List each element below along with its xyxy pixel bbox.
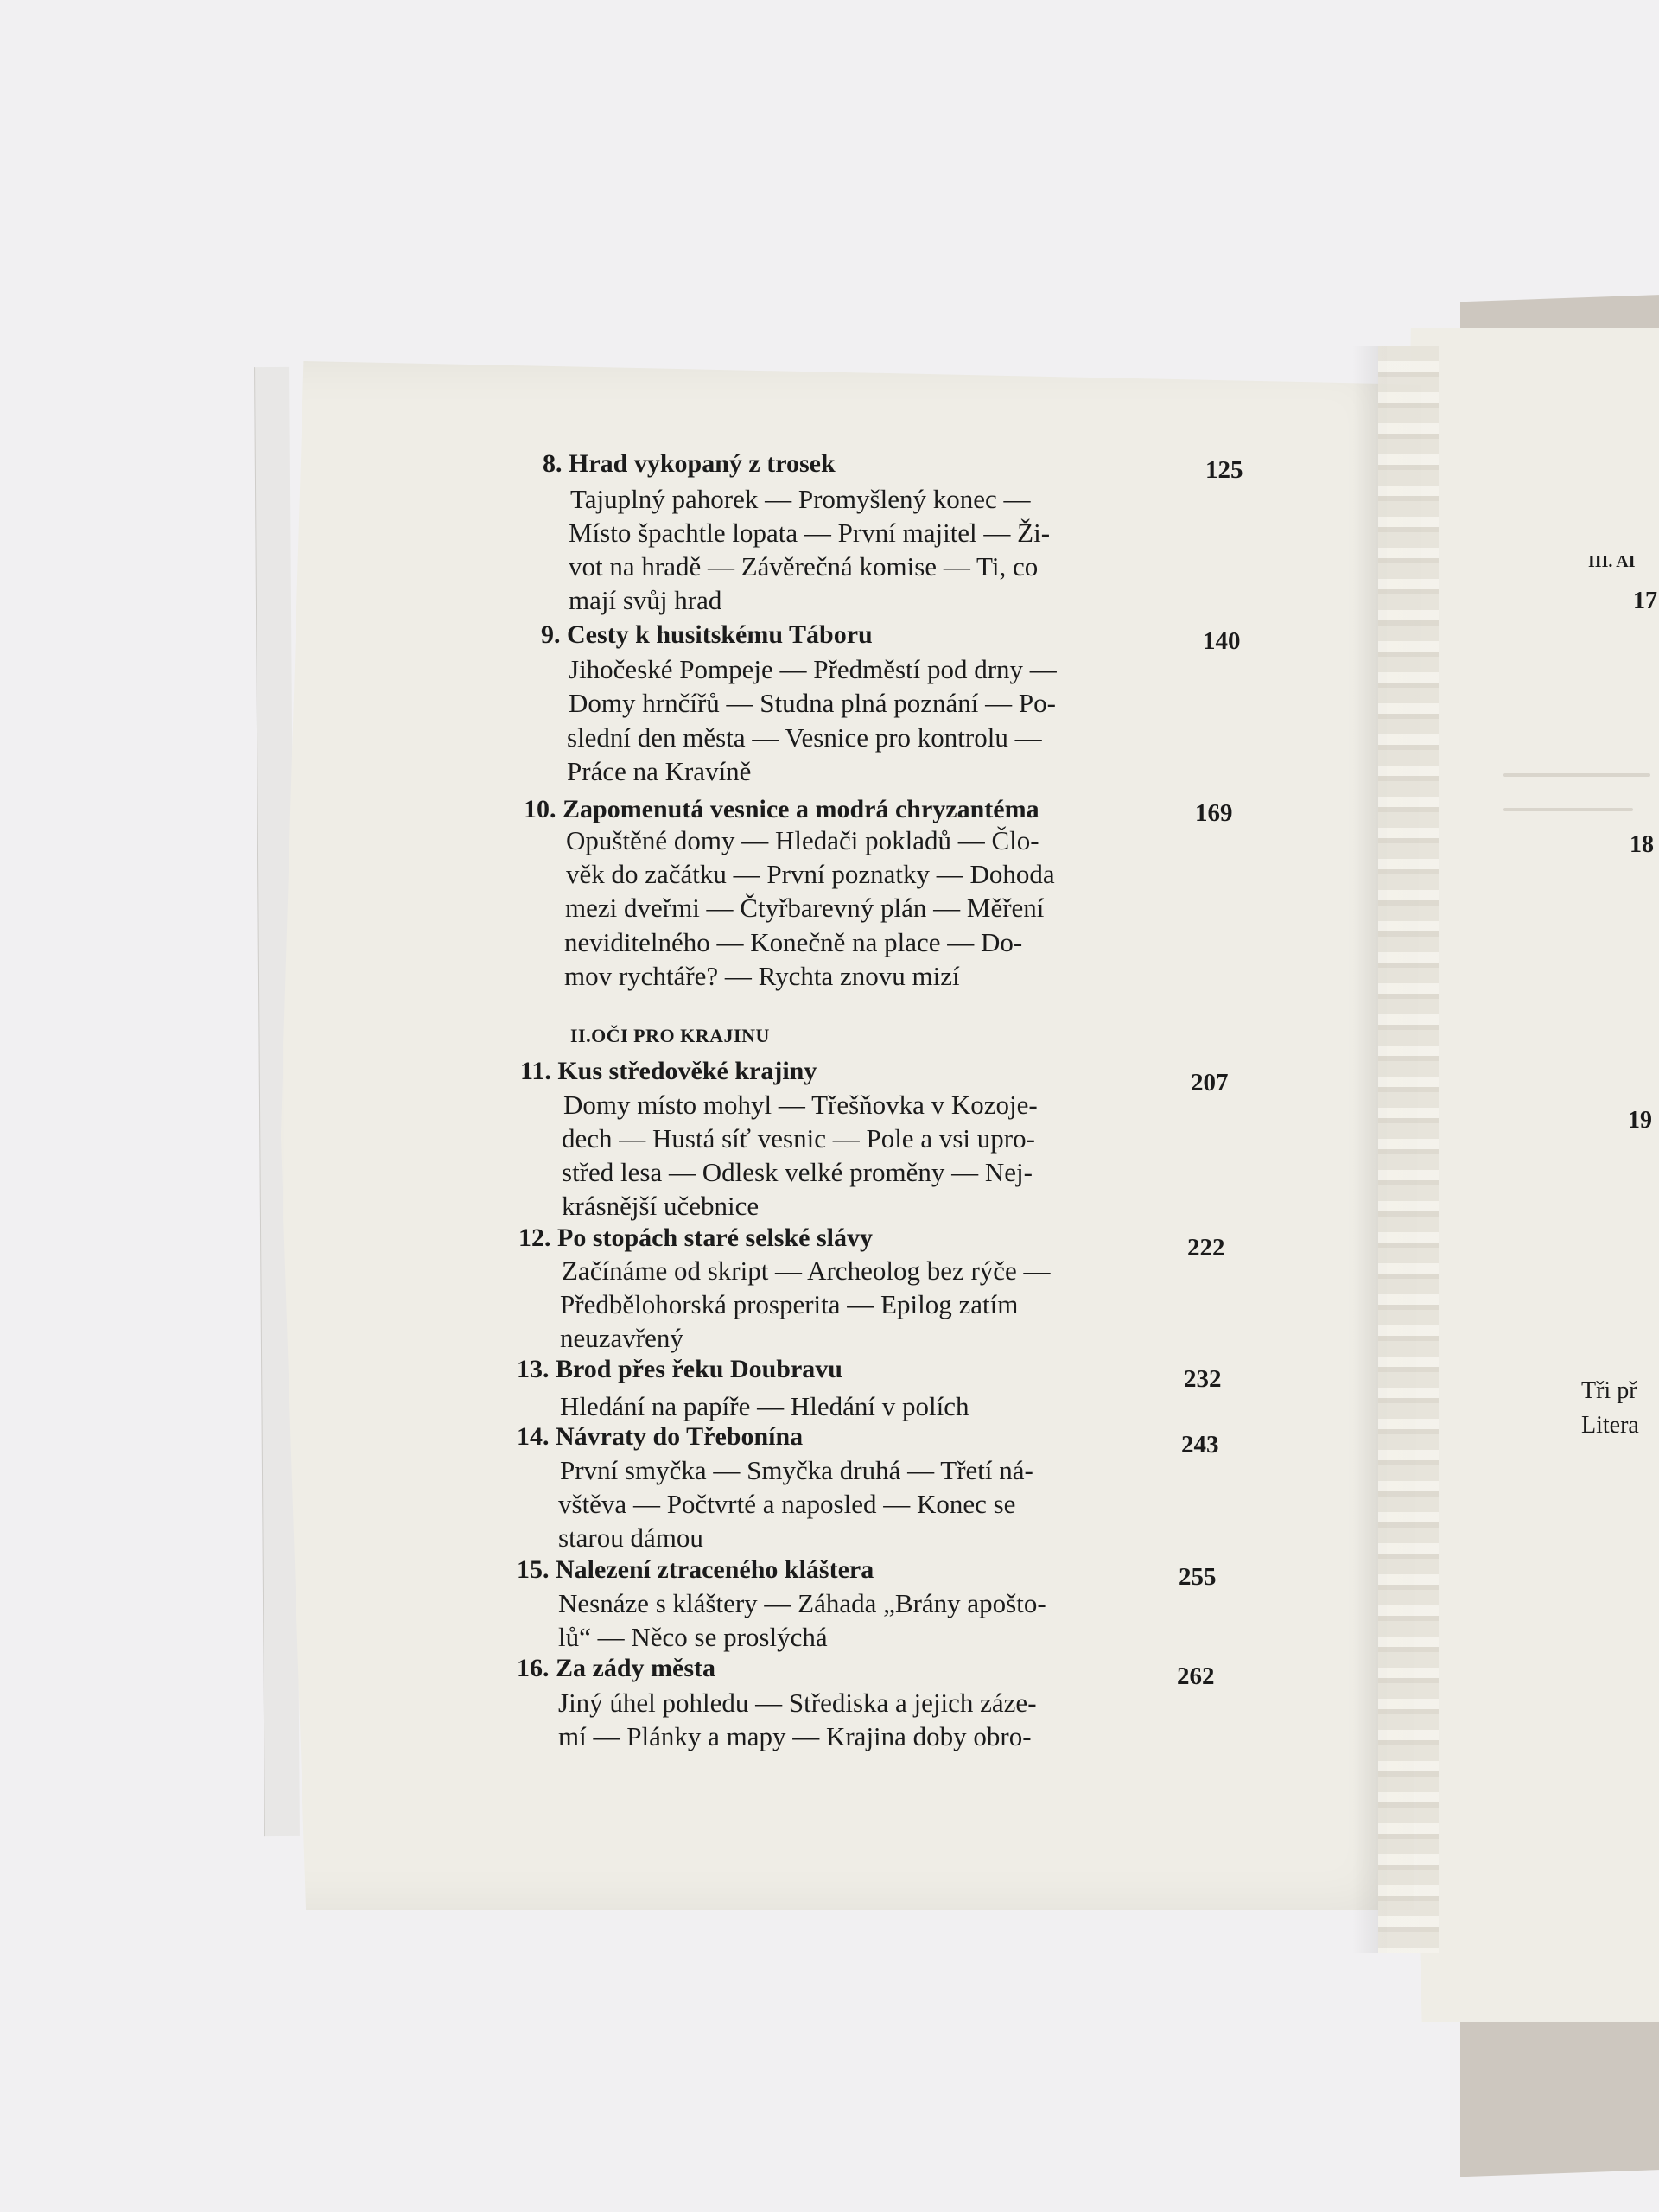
- toc-subline: Předbělohorská prosperita — Epilog zatím: [560, 1289, 1019, 1319]
- toc-subline: Opuštěné domy — Hledači pokladů — Člo-: [566, 825, 1039, 855]
- right-section-fragment: III. AI: [1588, 552, 1636, 571]
- toc-subline: Místo špachtle lopata — První majitel — Ži-: [569, 518, 1051, 548]
- toc-subline: neuzavřený: [560, 1323, 683, 1353]
- toc-entry-title: 12. Po stopách staré selské slávy: [518, 1224, 873, 1252]
- toc-entry-title: 14. Návraty do Třebonína: [517, 1422, 804, 1451]
- toc-subline: Začínáme od skript — Archeolog bez rýče —: [562, 1255, 1051, 1286]
- toc-subline: Hledání na papíře — Hledání v polích: [560, 1391, 969, 1421]
- right-entry-number: 17: [1633, 588, 1657, 614]
- toc-entry-page: 169: [1195, 799, 1233, 827]
- toc-subline: dech — Hustá síť vesnic — Pole a vsi upro-: [562, 1123, 1035, 1154]
- toc-subline: mají svůj hrad: [569, 585, 722, 615]
- show-through-line: [1503, 773, 1650, 777]
- toc-entry-title: 10. Zapomenutá vesnice a modrá chryzantéma: [524, 795, 1039, 823]
- toc-entry-title: 16. Za zády města: [517, 1654, 715, 1682]
- toc-subline: starou dámou: [558, 1522, 703, 1553]
- toc-subline: Domy místo mohyl — Třešňovka v Kozoje-: [563, 1090, 1038, 1120]
- right-entry-number: 19: [1628, 1107, 1652, 1134]
- toc-entry-page: 140: [1203, 627, 1241, 655]
- toc-subline: Domy hrnčířů — Studna plná poznání — Po-: [569, 688, 1056, 718]
- right-text-line: Litera: [1581, 1412, 1639, 1439]
- toc-subline: Jiný úhel pohledu — Střediska a jejich záze-: [558, 1688, 1037, 1718]
- toc-entry-page: 255: [1179, 1563, 1217, 1591]
- toc-entry-page: 232: [1184, 1365, 1222, 1393]
- toc-subline: lů“ — Něco se proslýchá: [558, 1622, 828, 1652]
- toc-entry-page: 222: [1187, 1234, 1225, 1262]
- toc-subline: Práce na Kravíně: [567, 756, 752, 786]
- right-entry-number: 18: [1630, 831, 1654, 858]
- toc-subline: Nesnáze s kláštery — Záhada „Brány apošto-: [558, 1588, 1046, 1618]
- toc-subline: vštěva — Počtvrté a naposled — Konec se: [558, 1489, 1016, 1519]
- toc-entry-page: 125: [1205, 456, 1243, 484]
- toc-subline: Jihočeské Pompeje — Předměstí pod drny —: [569, 654, 1057, 684]
- toc-subline: neviditelného — Konečně na place — Do-: [564, 927, 1023, 957]
- toc-subline: Tajuplný pahorek — Promyšlený konec —: [570, 484, 1031, 514]
- toc-subline: slední den města — Vesnice pro kontrolu —: [567, 722, 1042, 753]
- toc-subline: věk do začátku — První poznatky — Dohoda: [566, 859, 1055, 889]
- toc-subline: První smyčka — Smyčka druhá — Třetí ná-: [560, 1455, 1033, 1485]
- toc-entry-page: 207: [1191, 1069, 1229, 1096]
- toc-entry-title: 8. Hrad vykopaný z trosek: [543, 449, 836, 478]
- toc-entry-page: 262: [1177, 1662, 1215, 1690]
- toc-subline: mezi dveřmi — Čtyřbarevný plán — Měření: [565, 893, 1045, 923]
- toc-entry-title: 11. Kus středověké krajiny: [520, 1057, 817, 1085]
- toc-entry-title: 13. Brod přes řeku Doubravu: [517, 1355, 842, 1383]
- section-heading: II.OČI PRO KRAJINU: [570, 1025, 770, 1046]
- toc-subline: mov rychtáře? — Rychta znovu mizí: [564, 961, 960, 991]
- toc-entry-title: 9. Cesty k husitskému Táboru: [541, 620, 873, 649]
- toc-entry-title: 15. Nalezení ztraceného kláštera: [517, 1555, 874, 1584]
- toc-subline: krásnější učebnice: [562, 1191, 760, 1221]
- right-text-line: Tři př: [1581, 1377, 1637, 1404]
- toc-subline: mí — Plánky a mapy — Krajina doby obro-: [558, 1721, 1032, 1751]
- toc-subline: střed lesa — Odlesk velké proměny — Nej-: [562, 1157, 1033, 1187]
- toc-subline: vot na hradě — Závěrečná komise — Ti, co: [569, 551, 1039, 582]
- toc-entry-page: 243: [1181, 1431, 1219, 1459]
- show-through-line: [1503, 808, 1633, 811]
